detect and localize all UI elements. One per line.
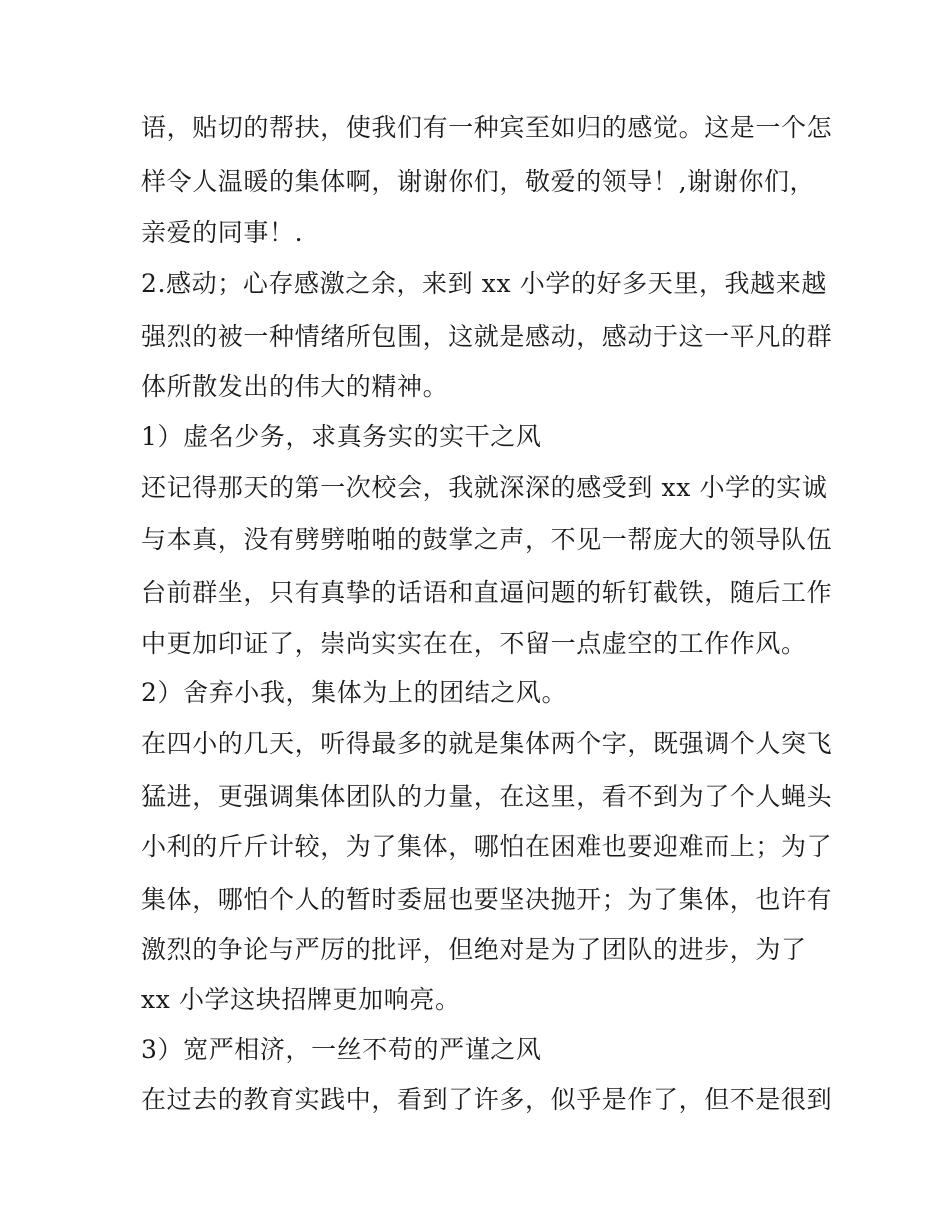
text-line-17: 激烈的争论与严厉的批评，但绝对是为了团队的进步，为了	[141, 935, 807, 964]
text-line-16: 集体，哪怕个人的暂时委屈也要坚决抛开；为了集体，也许有	[141, 885, 833, 914]
text-line-3: 亲爱的同事！.	[141, 218, 304, 247]
text-line-9: 与本真，没有劈劈啪啪的鼓掌之声，不见一帮庞大的领导队伍	[141, 525, 833, 554]
text-line-18: xx 小学这块招牌更加响亮。	[141, 985, 461, 1014]
text-line-1: 语，贴切的帮扶，使我们有一种宾至如归的感觉。这是一个怎	[141, 113, 833, 142]
text-line-10: 台前群坐，只有真挚的话语和直逼问题的斩钉截铁，随后工作	[141, 578, 833, 607]
text-line-8: 还记得那天的第一次校会，我就深深的感受到 xx 小学的实诚	[141, 473, 828, 502]
section-heading-3: 3）宽严相济，一丝不苟的严谨之风	[141, 1035, 542, 1064]
section-heading-1: 1）虚名少务，求真务实的实干之风	[141, 422, 542, 451]
text-line-13: 在四小的几天，听得最多的就是集体两个字，既强调个人突飞	[141, 729, 833, 758]
section-heading-2: 2）舍弃小我，集体为上的团结之风。	[141, 678, 568, 707]
text-line-20: 在过去的教育实践中，看到了许多，似乎是作了，但不是很到	[141, 1085, 833, 1114]
text-line-15: 小利的斤斤计较，为了集体，哪怕在困难也要迎难而上；为了	[141, 832, 833, 861]
text-line-4: 2.感动；心存感激之余，来到 xx 小学的好多天里，我越来越	[141, 269, 827, 298]
text-line-5: 强烈的被一种情绪所包围，这就是感动，感动于这一平凡的群	[141, 322, 833, 351]
text-line-2: 样令人温暖的集体啊，谢谢你们，敬爱的领导！,谢谢你们，	[141, 167, 816, 196]
text-line-14: 猛进，更强调集体团队的力量，在这里，看不到为了个人蝇头	[141, 782, 833, 811]
text-line-11: 中更加印证了，崇尚实实在在，不留一点虚空的工作作风。	[141, 629, 807, 658]
text-line-6: 体所散发出的伟大的精神。	[141, 372, 449, 401]
